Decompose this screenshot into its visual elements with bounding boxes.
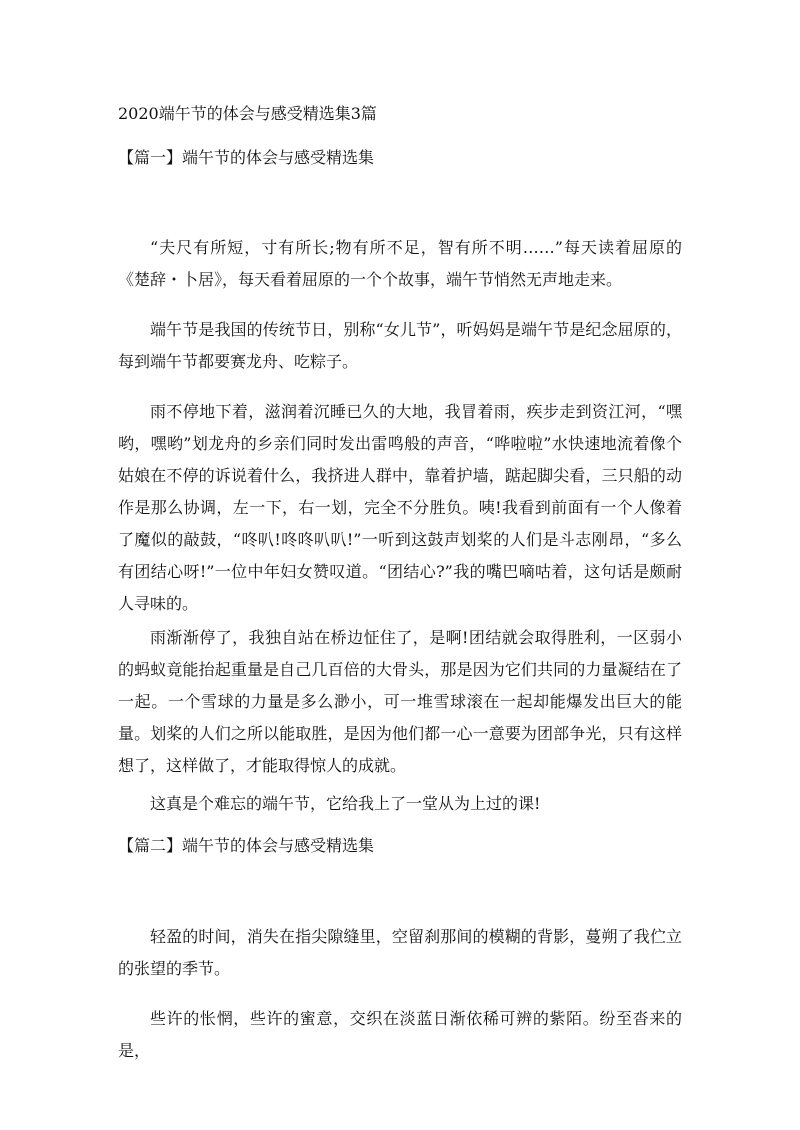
paragraph: 雨不停地下着，滋润着沉睡已久的大地，我冒着雨，疾步走到资江河，“嘿哟，嘿哟”划龙舟的乡亲们同时发出雷鸣般的声音，“哗啦啦”水快速地流着像个姑娘在不停的诉说着什么，我挤进人群中，靠着护墙，踮起脚尖看，三只船的动作是那么协调，左一下，右一划，完全不分胜负。咦!我看到前面有一个人像着了魔似的敲鼓，“咚叭!咚咚叭叭!”一听到这鼓声划桨的人们是斗志刚昂，“多么有团结心呀!”一位中年妇女赞叹道。“团结心?”我的嘴巴嘀咕着，这句话是颇耐人寻味的。 (118, 402, 682, 613)
paragraph: 些许的怅惘，些许的蜜意，交织在淡蓝日渐依稀可辨的紫陌。纷至沓来的是， (118, 1009, 682, 1060)
section-heading-2: 【篇二】端午节的体会与感受精选集 (118, 836, 375, 855)
paragraph: “夫尺有所短，寸有所长;物有所不足，智有所不明……”每天读着屈原的《楚辞・卜居》，每天看着屈原的一个个故事，端午节悄然无声地走来。 (118, 238, 682, 289)
paragraph: 雨渐渐停了，我独自站在桥边怔住了，是啊!团结就会取得胜利，一区弱小的蚂蚁竟能抬起重量是自己几百倍的大骨头，那是因为它们共同的力量凝结在了一起。一个雪球的力量是多么渺小，可一堆雪球滚在一起却能爆发出巨大的能量。划桨的人们之所以能取胜，是因为他们都一心一意要为团部争光，只有这样想了，这样做了，才能取得惊人的成就。 (118, 628, 682, 775)
section-heading-1: 【篇一】端午节的体会与感受精选集 (118, 148, 375, 167)
document-title: 2020端午节的体会与感受精选集3篇 (118, 104, 377, 123)
paragraph: 这真是个难忘的端午节，它给我上了一堂从为上过的课! (150, 794, 541, 813)
paragraph: 轻盈的时间，消失在指尖隙缝里，空留刹那间的模糊的背影，蔓朔了我伫立的张望的季节。 (118, 927, 682, 978)
paragraph: 端午节是我国的传统节日，别称“女儿节”，听妈妈是端午节是纪念屈原的，每到端午节都要赛龙舟、吃粽子。 (118, 320, 682, 371)
